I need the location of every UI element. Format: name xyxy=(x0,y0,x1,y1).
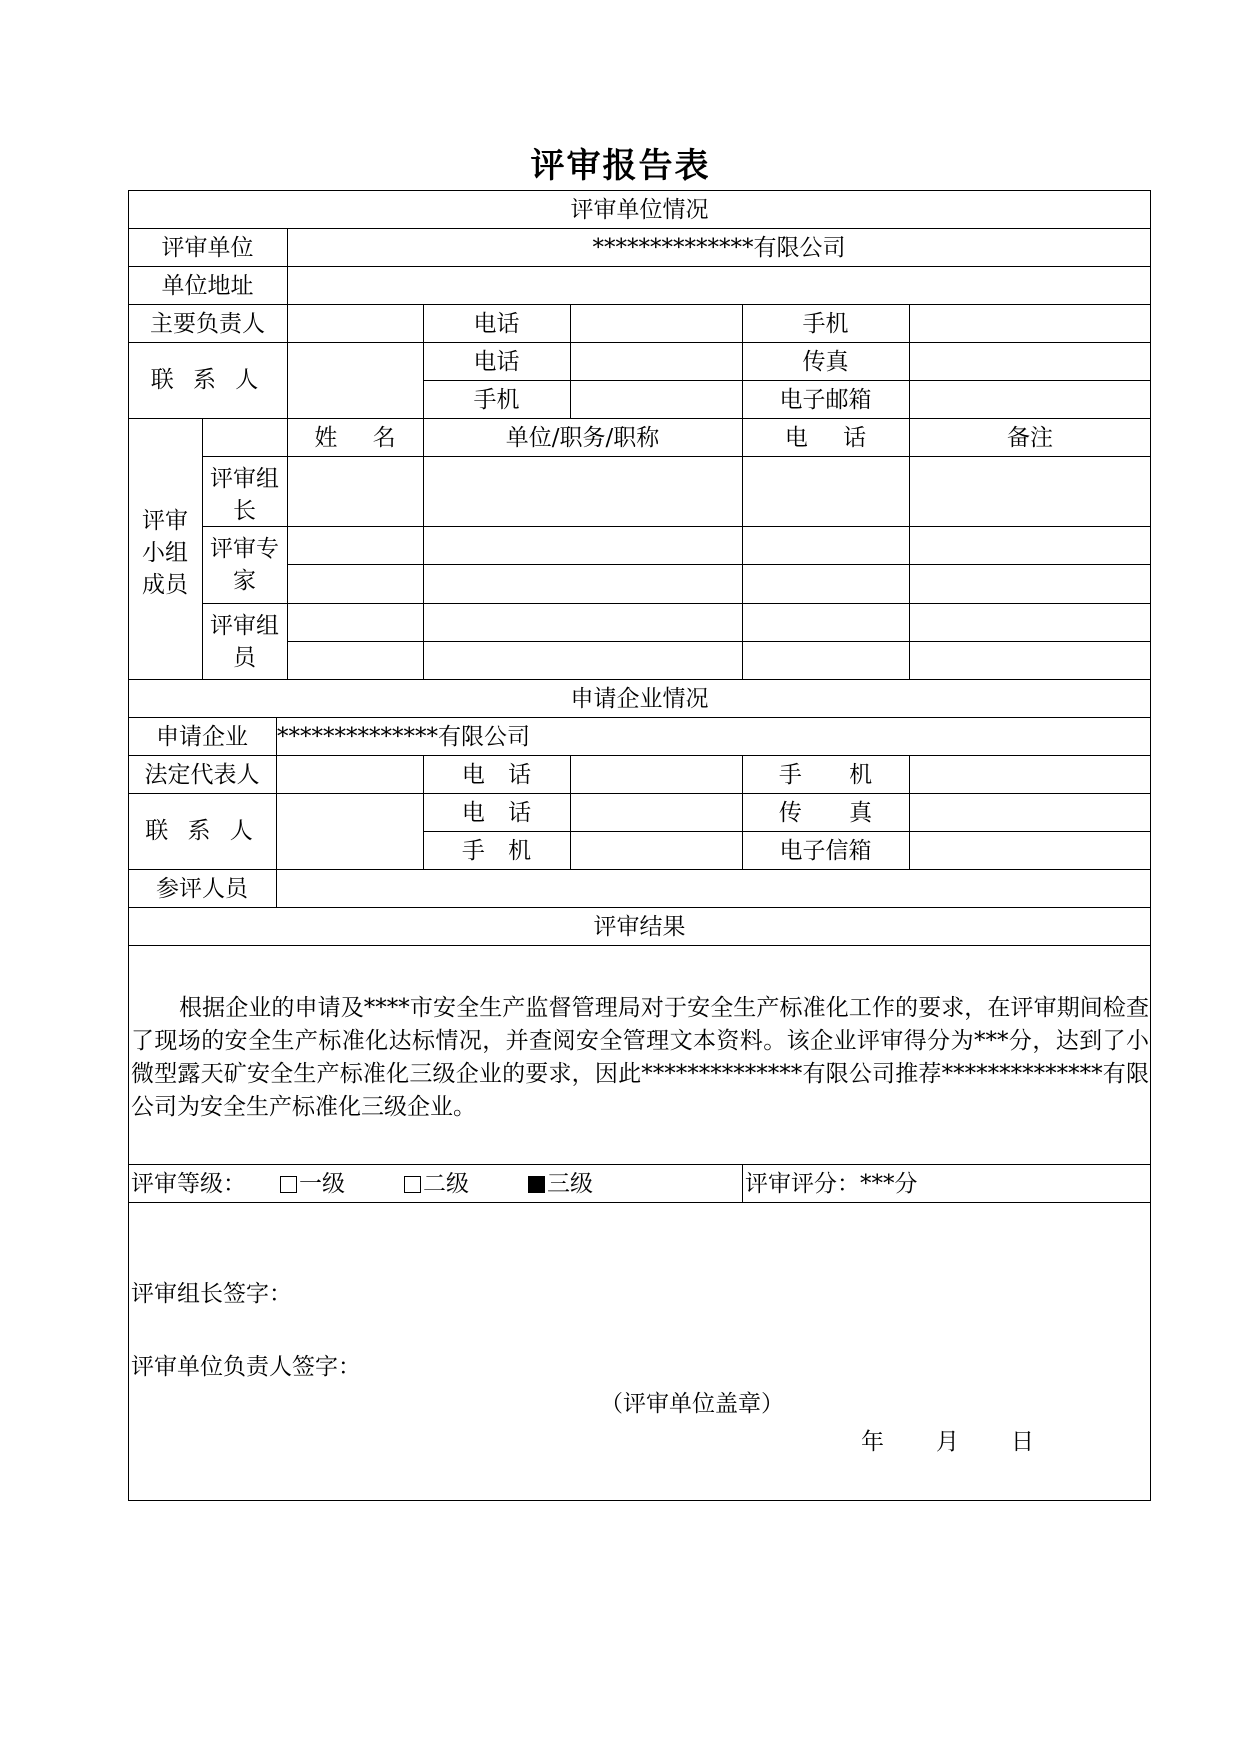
date-day: 日 xyxy=(1011,1429,1034,1455)
applicant-phone-label: 电 话 xyxy=(461,800,532,826)
date-month: 月 xyxy=(936,1429,959,1455)
section-header-result: 评审结果 xyxy=(593,914,686,940)
contact-label: 联 系 人 xyxy=(150,367,265,393)
row-divider xyxy=(128,1202,1151,1203)
score-text: 评审评分：***分 xyxy=(745,1171,918,1197)
row-divider xyxy=(202,526,1151,527)
members-group-label: 评审小组成员 xyxy=(142,508,188,598)
row-divider xyxy=(202,603,1151,604)
row-divider xyxy=(128,342,1151,343)
checkbox-checked-icon xyxy=(528,1176,545,1193)
applicant-email-label: 电子信箱 xyxy=(779,838,872,864)
col-divider xyxy=(742,1164,743,1202)
members-header-remarks: 备注 xyxy=(1007,425,1053,451)
row-divider xyxy=(128,418,1151,419)
contact-phone-label: 电话 xyxy=(473,349,520,375)
contact-mobile-label: 手机 xyxy=(473,387,520,413)
grade-option-2[interactable] xyxy=(404,1171,469,1197)
contact-fax-label: 传真 xyxy=(802,349,849,375)
head-mobile-label: 手机 xyxy=(802,311,849,337)
grade-option-label: 一级 xyxy=(299,1171,345,1197)
checkbox-unchecked-icon xyxy=(404,1176,421,1193)
row-divider xyxy=(128,793,1151,794)
row-divider xyxy=(128,869,1151,870)
seal-label: （评审单位盖章） xyxy=(600,1391,784,1417)
row-divider xyxy=(128,304,1151,305)
row-divider xyxy=(202,456,1151,457)
head-phone-label: 电话 xyxy=(473,311,520,337)
page-title: 评审报告表 xyxy=(530,146,711,186)
members-header-phone: 电 话 xyxy=(784,425,867,451)
date-year: 年 xyxy=(861,1429,884,1455)
grade-label: 评审等级： xyxy=(131,1171,246,1197)
row-divider xyxy=(423,380,1151,381)
applicant-contact-label: 联 系 人 xyxy=(145,818,259,844)
col-divider xyxy=(570,304,571,418)
row-divider xyxy=(423,831,1151,832)
row-divider xyxy=(128,717,1151,718)
row-divider xyxy=(128,907,1151,908)
row-divider xyxy=(128,266,1151,267)
row-divider xyxy=(128,228,1151,229)
legal-rep-label: 法定代表人 xyxy=(144,762,260,788)
applicant-company-label: 申请企业 xyxy=(156,724,248,750)
row-divider xyxy=(287,641,1151,642)
legal-mobile-label: 手 机 xyxy=(778,762,873,788)
reviewer-unit-value: **************有限公司 xyxy=(592,235,846,261)
reviewer-unit-label: 评审单位 xyxy=(161,235,254,261)
col-divider xyxy=(909,304,910,679)
applicant-mobile-label: 手 机 xyxy=(461,838,532,864)
members-header-name: 姓 名 xyxy=(314,425,396,451)
role-expert: 评审专家 xyxy=(210,536,279,594)
section-header-reviewer: 评审单位情况 xyxy=(570,197,709,223)
row-divider xyxy=(287,564,1151,565)
head-signature-label: 评审单位负责人签字： xyxy=(131,1354,361,1380)
col-divider xyxy=(909,755,910,869)
col-divider xyxy=(202,418,203,679)
members-header-unit: 单位/职务/职称 xyxy=(505,425,660,451)
col-divider xyxy=(287,418,288,679)
section-header-applicant: 申请企业情况 xyxy=(570,686,709,712)
col-divider xyxy=(570,755,571,869)
role-member: 评审组员 xyxy=(210,613,279,671)
result-paragraph: 根据企业的申请及****市安全生产监督管理局对于安全生产标准化工作的要求，在评审期间检查了现场的安全生产标准化达标情况，并查阅安全管理文本资料。该企业评审得分为***分，达到了小微型露天矿安全生产标准化三级企业的要求，因此**************有限公司推荐**************有限公司为安全生产标准化三级企业。 xyxy=(131,995,1149,1120)
role-leader: 评审组长 xyxy=(210,466,279,524)
legal-phone-label: 电 话 xyxy=(461,762,532,788)
head-label: 主要负责人 xyxy=(150,311,265,337)
checkbox-unchecked-icon xyxy=(280,1176,297,1193)
leader-signature-label: 评审组长签字： xyxy=(131,1281,292,1307)
col-divider xyxy=(287,304,288,418)
grade-option-label: 二级 xyxy=(423,1171,469,1197)
participants-label: 参评人员 xyxy=(156,876,248,902)
row-divider xyxy=(128,1164,1151,1165)
grade-option-1[interactable] xyxy=(280,1171,345,1197)
applicant-company-value: **************有限公司 xyxy=(277,724,530,750)
row-divider xyxy=(128,679,1151,680)
grade-option-3[interactable] xyxy=(528,1171,593,1197)
applicant-fax-label: 传 真 xyxy=(778,800,873,826)
row-divider xyxy=(128,945,1151,946)
row-divider xyxy=(128,755,1151,756)
grade-option-label: 三级 xyxy=(547,1171,593,1197)
address-label: 单位地址 xyxy=(161,273,254,299)
contact-email-label: 电子邮箱 xyxy=(779,387,872,413)
